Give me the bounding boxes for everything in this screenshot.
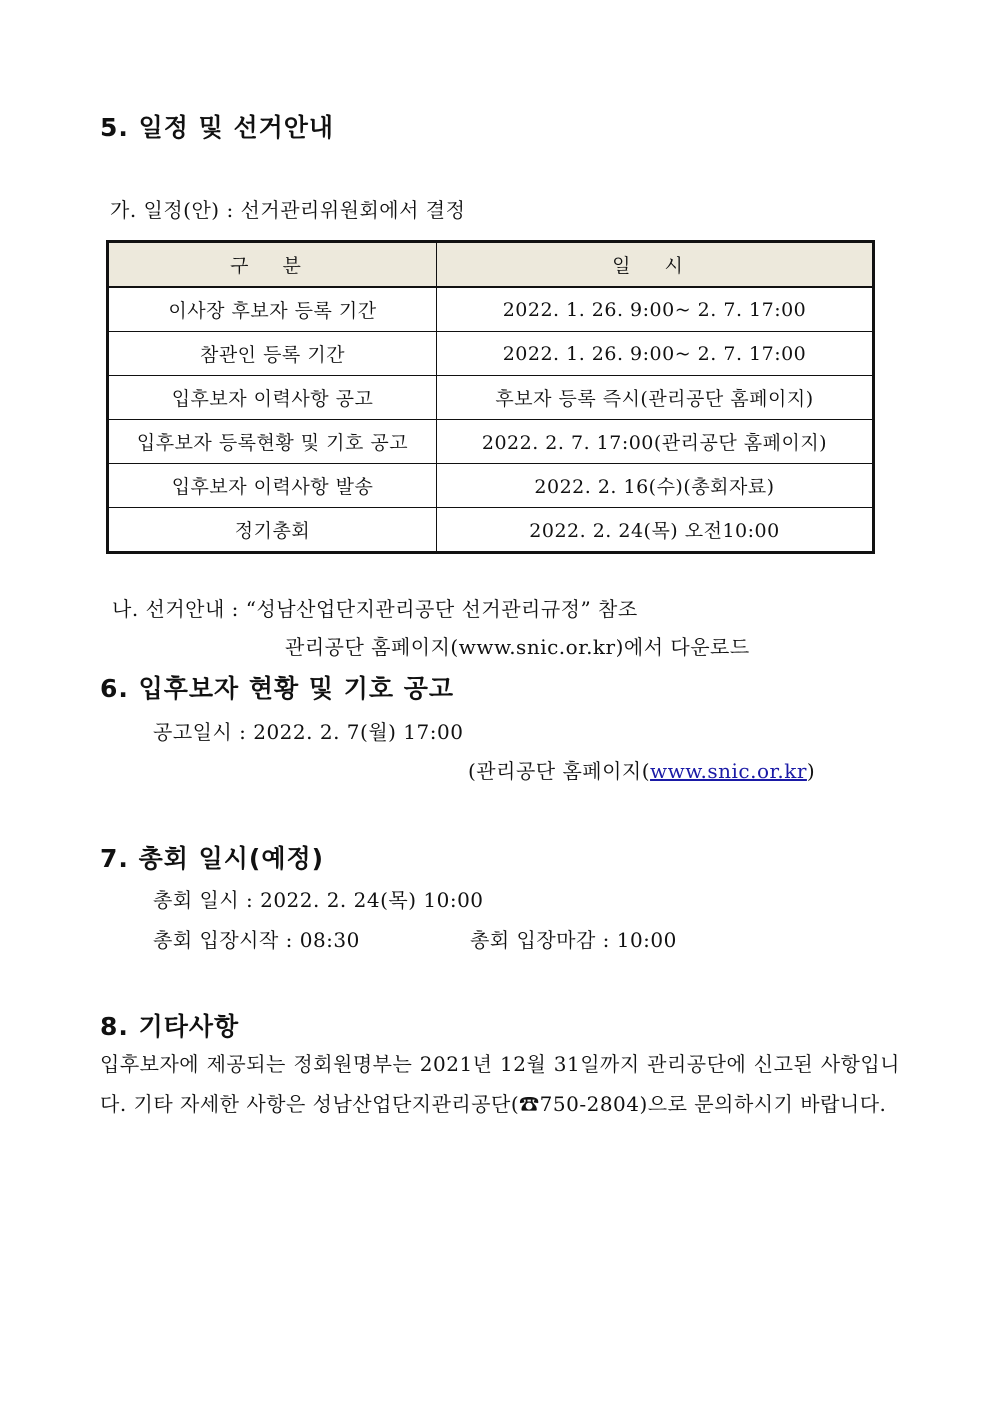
table-cell-category: 입후보자 등록현황 및 기호 공고 bbox=[108, 420, 437, 464]
schedule-table bbox=[106, 240, 875, 554]
table-row bbox=[108, 420, 874, 464]
table-row bbox=[108, 376, 874, 420]
table-cell-datetime: 2022. 1. 26. 9:00~ 2. 7. 17:00 bbox=[437, 287, 874, 332]
homepage-link[interactable]: www.snic.or.kr bbox=[650, 759, 807, 783]
table-row bbox=[108, 287, 874, 332]
section-7-heading: 7. 총회 일시(예정) bbox=[100, 844, 325, 873]
table-header-category: 구 분 bbox=[108, 242, 437, 288]
table-row bbox=[108, 464, 874, 508]
table-row bbox=[108, 332, 874, 376]
table-cell-datetime: 후보자 등록 즉시(관리공단 홈페이지) bbox=[437, 376, 874, 420]
table-cell-datetime: 2022. 2. 7. 17:00(관리공단 홈페이지) bbox=[437, 420, 874, 464]
entry-close-line: 총회 입장마감 : 10:00 bbox=[470, 928, 677, 952]
schedule-subheading: 가. 일정(안) : 선거관리위원회에서 결정 bbox=[110, 198, 466, 222]
table-cell-category: 참관인 등록 기간 bbox=[108, 332, 437, 376]
notes-paragraph: 입후보자에 제공되는 정회원명부는 2021년 12월 31일까지 관리공단에 신고된 사항입니다. 기타 자세한 사항은 성남산업단지관리공단(☎750-2804)으로 문의하시기 바랍니다. bbox=[100, 1052, 900, 1116]
table-cell-category: 입후보자 이력사항 발송 bbox=[108, 464, 437, 508]
table-cell-datetime: 2022. 1. 26. 9:00~ 2. 7. 17:00 bbox=[437, 332, 874, 376]
homepage-open-text: (관리공단 홈페이지( bbox=[468, 759, 651, 783]
notice-date-line: 공고일시 : 2022. 2. 7(월) 17:00 bbox=[153, 720, 464, 744]
table-cell-category: 정기총회 bbox=[108, 508, 437, 553]
homepage-close-text: ) bbox=[806, 759, 816, 783]
table-cell-datetime: 2022. 2. 16(수)(총회자료) bbox=[437, 464, 874, 508]
table-cell-category: 입후보자 이력사항 공고 bbox=[108, 376, 437, 420]
table-row bbox=[108, 508, 874, 553]
table-cell-category: 이사장 후보자 등록 기간 bbox=[108, 287, 437, 332]
table-cell-datetime: 2022. 2. 24(목) 오전10:00 bbox=[437, 508, 874, 553]
entry-start-line: 총회 입장시작 : 08:30 bbox=[153, 928, 360, 952]
section-5-heading: 5. 일정 및 선거안내 bbox=[100, 113, 335, 142]
homepage-line bbox=[468, 755, 815, 784]
section-6-heading: 6. 입후보자 현황 및 기호 공고 bbox=[100, 674, 455, 703]
election-guide-line: 나. 선거안내 : “성남산업단지관리공단 선거관리규정” 참조 bbox=[112, 597, 638, 621]
section-8-heading: 8. 기타사항 bbox=[100, 1012, 240, 1041]
meeting-date-line: 총회 일시 : 2022. 2. 24(목) 10:00 bbox=[153, 888, 484, 912]
table-header-row bbox=[108, 242, 874, 288]
table-header-datetime: 일 시 bbox=[437, 242, 874, 288]
download-guide-line: 관리공단 홈페이지(www.snic.or.kr)에서 다운로드 bbox=[285, 635, 750, 659]
